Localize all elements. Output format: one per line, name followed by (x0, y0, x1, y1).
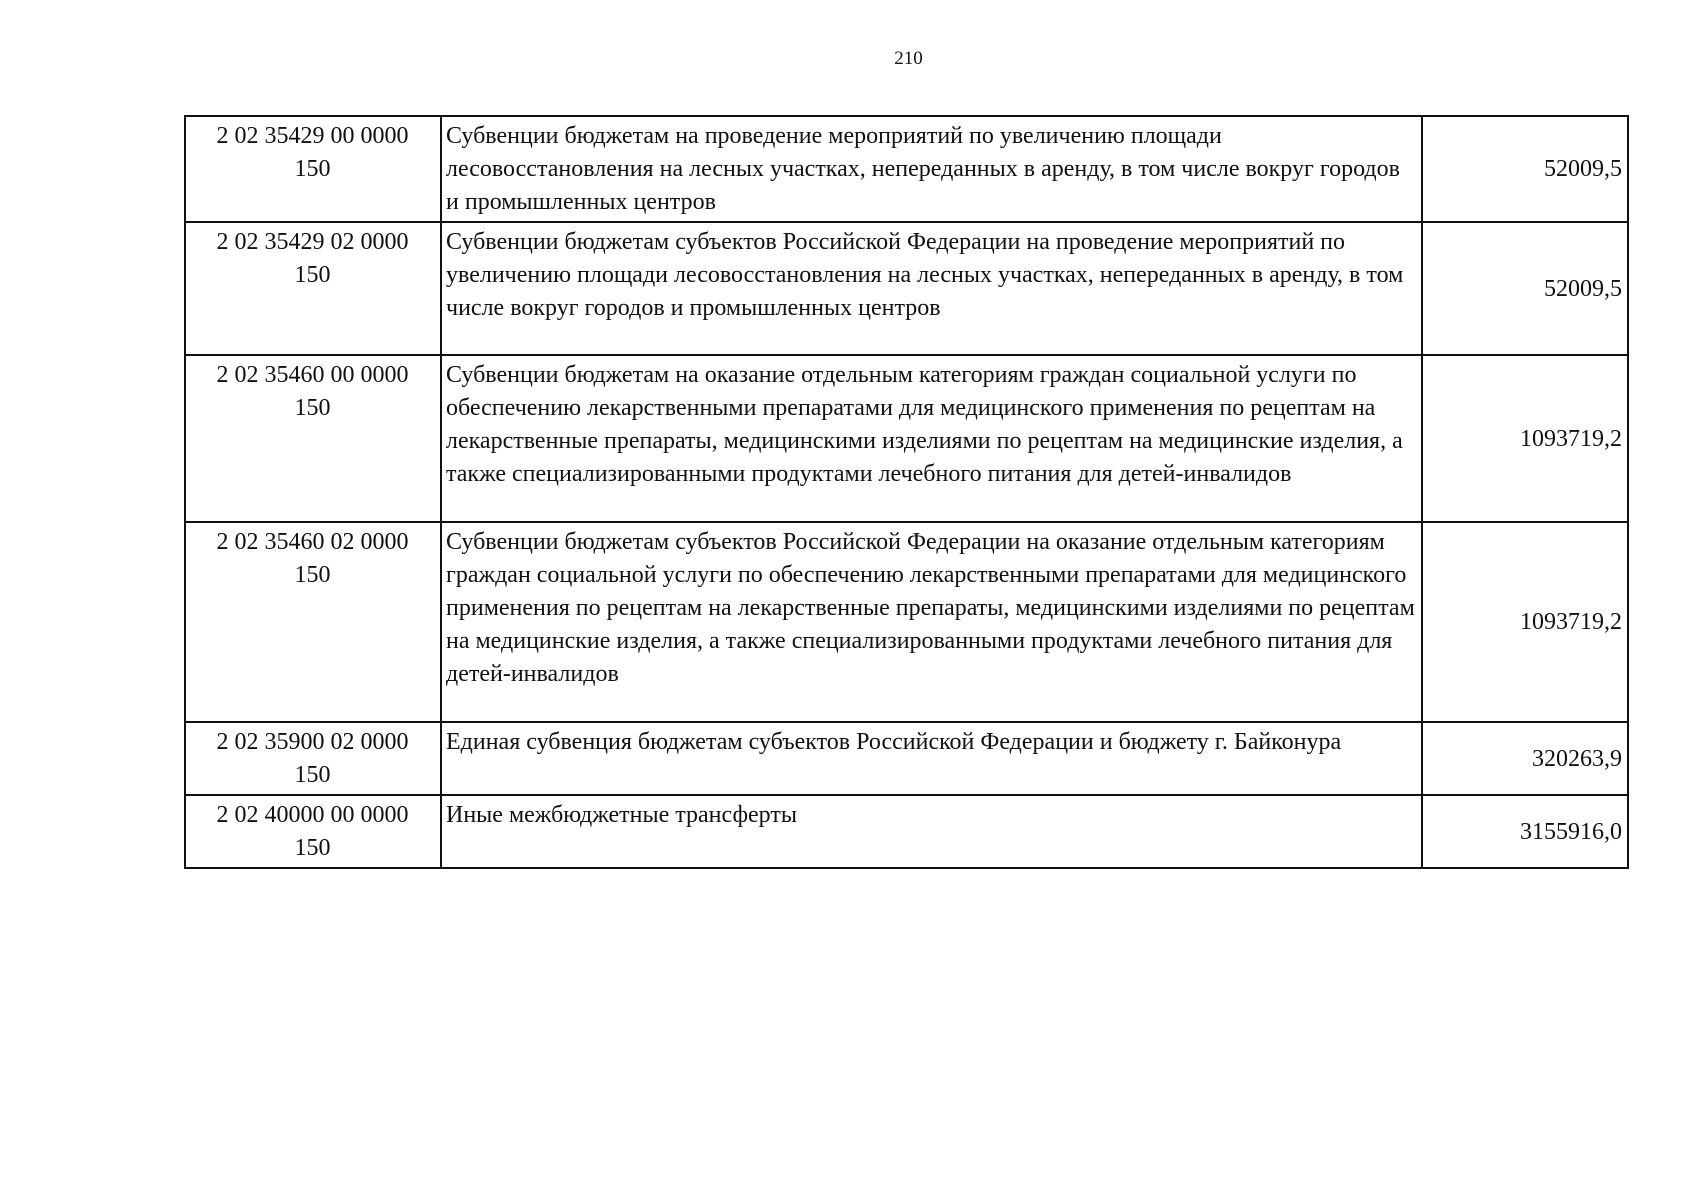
table-row (185, 795, 1628, 868)
budget-code-suffix: 150 (294, 395, 331, 421)
budget-code-suffix: 150 (294, 262, 331, 288)
budget-code-cell (185, 722, 441, 795)
budget-code-cell (185, 795, 441, 868)
amount-cell: 52009,5 (1422, 222, 1628, 355)
revenue-name-cell: Субвенции бюджетам субъектов Российской Федерации на проведение мероприятий по увеличению площади лесовосстановления на лесных участках, непереданных в аренду, в том числе вокруг городов и промышленных центров (441, 222, 1422, 355)
revenue-name-cell: Субвенции бюджетам на проведение мероприятий по увеличению площади лесовосстановления на лесных участках, непереданных в аренду, в том числе вокруг городов и промышленных центров (441, 116, 1422, 222)
table-row (185, 722, 1628, 795)
budget-code-suffix: 150 (294, 762, 331, 788)
revenue-name-cell: Иные межбюджетные трансферты (441, 795, 1422, 868)
table-row (185, 355, 1628, 522)
budget-code-suffix: 150 (294, 835, 331, 861)
amount-cell: 1093719,2 (1422, 355, 1628, 522)
budget-code-cell (185, 116, 441, 222)
budget-code-cell (185, 222, 441, 355)
amount-cell: 1093719,2 (1422, 522, 1628, 722)
budget-code-main: 2 02 35429 00 0000 (216, 123, 409, 149)
budget-code-main: 2 02 35429 02 0000 (216, 229, 409, 255)
table-row (185, 522, 1628, 722)
budget-code-main: 2 02 35460 02 0000 (216, 529, 409, 555)
budget-code-suffix: 150 (294, 156, 331, 182)
table-row (185, 116, 1628, 222)
amount-cell: 3155916,0 (1422, 795, 1628, 868)
budget-code-suffix: 150 (294, 562, 331, 588)
page-number: 210 (894, 48, 923, 69)
revenue-name-cell: Субвенции бюджетам субъектов Российской Федерации на оказание отдельным категориям граждан социальной услуги по обеспечению лекарственными препаратами для медицинского применения по рецептам на лекарственные препараты, медицинскими изделиями по рецептам на медицинские изделия, а также специализированными продуктами лечебного питания для детей-инвалидов (441, 522, 1422, 722)
amount-cell: 320263,9 (1422, 722, 1628, 795)
revenue-name-cell: Единая субвенция бюджетам субъектов Российской Федерации и бюджету г. Байконура (441, 722, 1422, 795)
table-row (185, 222, 1628, 355)
budget-code-main: 2 02 35900 02 0000 (216, 729, 409, 755)
budget-code-cell (185, 522, 441, 722)
revenue-name-cell: Субвенции бюджетам на оказание отдельным категориям граждан социальной услуги по обеспечению лекарственными препаратами для медицинского применения по рецептам на лекарственные препараты, медицинскими изделиями по рецептам на медицинские изделия, а также специализированными продуктами лечебного питания для детей-инвалидов (441, 355, 1422, 522)
budget-code-main: 2 02 35460 00 0000 (216, 362, 409, 388)
amount-cell: 52009,5 (1422, 116, 1628, 222)
budget-code-main: 2 02 40000 00 0000 (216, 802, 409, 828)
budget-table (184, 115, 1629, 869)
budget-code-cell (185, 355, 441, 522)
